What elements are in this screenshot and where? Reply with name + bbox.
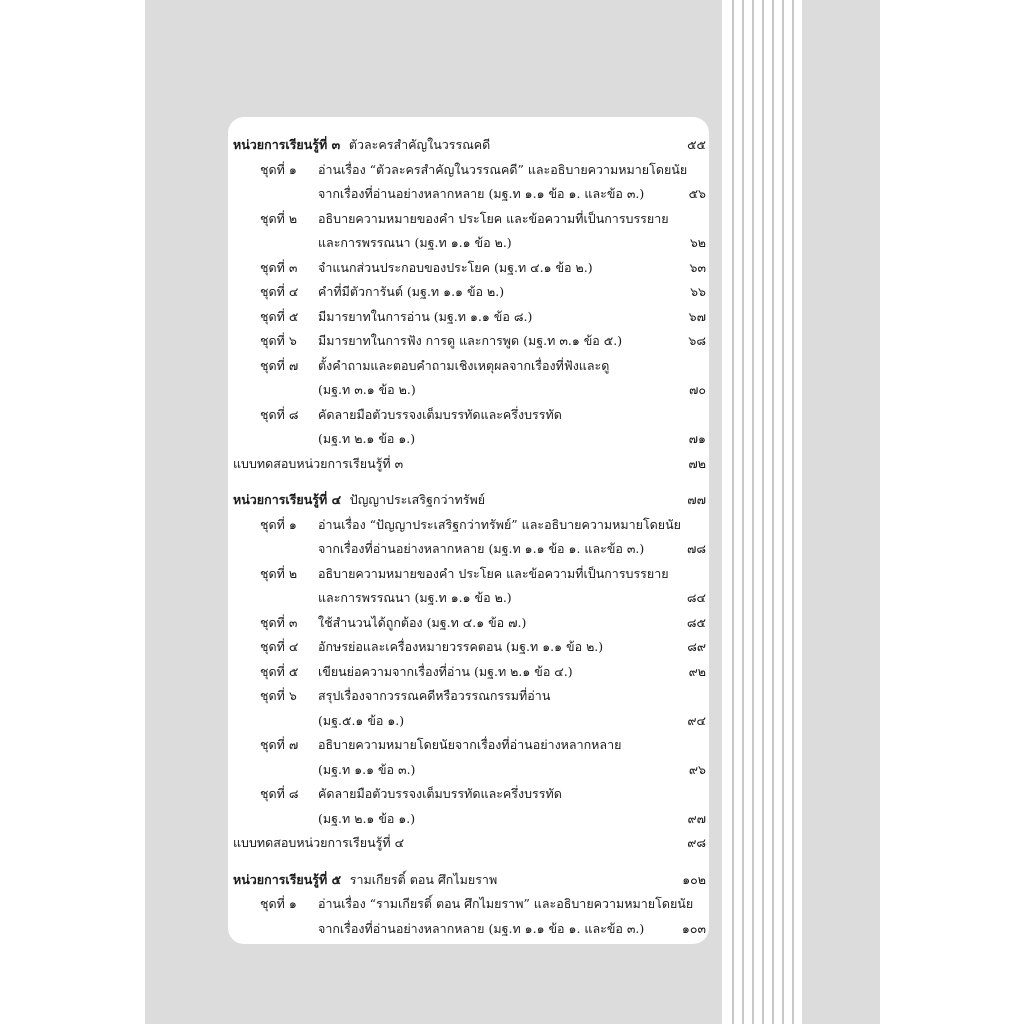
entry-text: (มฐ.๕.๑ ข้อ ๑.) — [318, 712, 405, 728]
entry-text: จากเรื่องที่อ่านอย่างหลากหลาย (มฐ.ท ๑.๑ ข้อ ๑. และข้อ ๓.) — [318, 186, 645, 201]
toc-entry-line — [260, 405, 562, 425]
toc-entry-line — [260, 282, 504, 302]
toc-entry-line — [318, 539, 644, 559]
entry-text: (มฐ.ท ๒.๑ ข้อ ๑.) — [318, 431, 416, 446]
entry-text: อ่านเรื่อง “ปัญญาประเสริฐกว่าทรัพย์” และอธิบายความหมายโดยนัย — [318, 516, 681, 532]
entry-page-number: ๗๑ — [688, 431, 706, 446]
entry-page-number: ๑๐๓ — [681, 920, 706, 936]
toc-entry-line — [260, 515, 681, 535]
toc-entry-line — [260, 307, 532, 327]
toc-entry-line — [318, 429, 415, 449]
unit-test-entry: แบบทดสอบหน่วยการเรียนรู้ที่ ๔ — [233, 835, 405, 850]
toc-entry-line — [318, 711, 404, 731]
unit-test-page-number: ๙๘ — [687, 835, 706, 850]
toc-entry-line — [260, 784, 562, 804]
entry-text: อ่านเรื่อง “รามเกียรติ์ ตอน ศึกไมยราพ” และอธิบายความหมายโดยนัย — [318, 896, 694, 911]
entry-text: จากเรื่องที่อ่านอย่างหลากหลาย (มฐ.ท ๑.๑ ข้อ ๑. และข้อ ๓.) — [318, 541, 645, 556]
unit-number: หน่วยการเรียนรู้ที่ ๕ — [233, 871, 342, 887]
toc-entry-line — [318, 760, 415, 780]
set-number: ชุดที่ ๘ — [260, 406, 299, 422]
set-number: ชุดที่ ๔ — [260, 284, 299, 299]
entry-page-number: ๖๒ — [689, 235, 706, 250]
toc-entry-line — [260, 258, 593, 278]
toc-entry-line — [260, 637, 603, 657]
set-number: ชุดที่ ๕ — [260, 663, 299, 679]
entry-text: (มฐ.ท ๓.๑ ข้อ ๒.) — [318, 382, 416, 397]
set-number: ชุดที่ ๖ — [260, 688, 297, 703]
toc-entry-line — [260, 735, 621, 755]
entry-page-number: ๖๓ — [689, 259, 706, 275]
toc-entry-line — [318, 233, 512, 253]
toc-entry-line — [318, 809, 415, 829]
set-number: ชุดที่ ๗ — [260, 357, 299, 373]
toc-entry-line — [260, 894, 693, 914]
unit-test-entry: แบบทดสอบหน่วยการเรียนรู้ที่ ๓ — [233, 455, 404, 471]
entry-page-number: ๘๔ — [686, 590, 706, 605]
unit-title: ตัวละครสำคัญในวรรณคดี — [348, 137, 491, 152]
entry-text: อธิบายความหมายของคำ ประโยค และข้อความที่เป็นการบรรยาย — [318, 210, 669, 226]
unit-title: รามเกียรติ์ ตอน ศึกไมยราพ — [349, 871, 498, 887]
toc-entry-line — [260, 662, 573, 682]
set-number: ชุดที่ ๑ — [260, 161, 297, 177]
entry-text: และการพรรณนา (มฐ.ท ๑.๑ ข้อ ๒.) — [318, 590, 512, 605]
set-number: ชุดที่ ๒ — [260, 210, 298, 226]
toc-entry-line — [260, 331, 622, 351]
toc-entry-line — [318, 380, 416, 400]
entry-text: อ่านเรื่อง “ตัวละครสำคัญในวรรณคดี” และอธิบายความหมายโดยนัย — [318, 161, 688, 177]
set-number: ชุดที่ ๓ — [260, 259, 298, 275]
set-number: ชุดที่ ๘ — [260, 786, 299, 801]
entry-page-number: ๖๗ — [688, 308, 706, 324]
set-number: ชุดที่ ๑ — [260, 516, 297, 532]
entry-page-number: ๙๗ — [687, 810, 706, 826]
set-number: ชุดที่ ๒ — [260, 565, 298, 581]
entry-page-number: ๗๘ — [686, 541, 706, 556]
entry-text: จำแนกส่วนประกอบของประโยค (มฐ.ท ๔.๑ ข้อ ๒.) — [318, 259, 593, 275]
entry-text: มีมารยาทในการอ่าน (มฐ.ท ๑.๑ ข้อ ๘.) — [318, 308, 533, 324]
unit-page-number: ๗๗ — [687, 492, 706, 507]
entry-text: (มฐ.ท ๒.๑ ข้อ ๑.) — [318, 810, 416, 826]
entry-text: (มฐ.ท ๑.๑ ข้อ ๓.) — [318, 761, 416, 777]
entry-text: คัดลายมือตัวบรรจงเต็มบรรทัดและครึ่งบรรทัด — [318, 786, 562, 801]
entry-page-number: ๕๖ — [688, 186, 706, 201]
toc-entry-line — [260, 686, 550, 706]
set-number: ชุดที่ ๕ — [260, 308, 299, 324]
toc-entry-line — [260, 209, 669, 229]
toc-entry-line — [318, 588, 512, 608]
entry-text: ใช้สำนวนได้ถูกต้อง (มฐ.ท ๔.๑ ข้อ ๗.) — [318, 614, 527, 630]
set-number: ชุดที่ ๓ — [260, 614, 298, 630]
unit-heading — [233, 870, 497, 890]
toc-entry-line — [260, 356, 609, 376]
unit-number: หน่วยการเรียนรู้ที่ ๔ — [233, 492, 342, 507]
entry-text: เขียนย่อความจากเรื่องที่อ่าน (มฐ.ท ๒.๑ ข้อ ๔.) — [318, 663, 573, 679]
entry-text: อักษรย่อและเครื่องหมายวรรคตอน (มฐ.ท ๑.๑ ข้อ ๒.) — [318, 639, 604, 654]
unit-page-number: ๑๐๒ — [682, 871, 706, 887]
unit-heading — [233, 135, 490, 155]
set-number: ชุดที่ ๗ — [260, 737, 299, 752]
toc-entry-line — [318, 919, 644, 939]
entry-text: คำที่มีตัวการันต์ (มฐ.ท ๑.๑ ข้อ ๒.) — [318, 284, 505, 299]
entry-page-number: ๘๕ — [686, 614, 706, 630]
entry-text: สรุปเรื่องจากวรรณคดีหรือวรรณกรรมที่อ่าน — [318, 688, 551, 703]
unit-test-page-number: ๗๒ — [688, 455, 706, 471]
entry-text: อธิบายความหมายโดยนัยจากเรื่องที่อ่านอย่างหลากหลาย — [318, 737, 622, 752]
entry-text: ตั้งคำถามและตอบคำถามเชิงเหตุผลจากเรื่องที่ฟังและดู — [318, 357, 610, 373]
entry-page-number: ๖๖ — [690, 284, 706, 299]
toc-entry-line — [260, 160, 687, 180]
entry-page-number: ๙๖ — [688, 761, 706, 777]
entry-text: คัดลายมือตัวบรรจงเต็มบรรทัดและครึ่งบรรทัด — [318, 406, 562, 422]
toc-entry-line — [260, 613, 526, 633]
entry-text: และการพรรณนา (มฐ.ท ๑.๑ ข้อ ๒.) — [318, 235, 512, 250]
entry-page-number: ๘๙ — [687, 639, 706, 654]
unit-heading — [233, 490, 485, 510]
entry-page-number: ๗๐ — [688, 382, 706, 397]
unit-page-number: ๕๕ — [687, 137, 706, 152]
set-number: ชุดที่ ๑ — [260, 896, 297, 911]
toc-entry-line — [260, 564, 669, 584]
entry-text: อธิบายความหมายของคำ ประโยค และข้อความที่เป็นการบรรยาย — [318, 565, 669, 581]
entry-page-number: ๙๒ — [688, 663, 706, 679]
entry-text: มีมารยาทในการฟัง การดู และการพูด (มฐ.ท ๓.๑ ข้อ ๕.) — [318, 333, 623, 348]
entry-page-number: ๖๘ — [688, 333, 706, 348]
entry-text: จากเรื่องที่อ่านอย่างหลากหลาย (มฐ.ท ๑.๑ ข้อ ๑. และข้อ ๓.) — [318, 920, 645, 936]
toc-entry-line — [318, 184, 644, 204]
unit-title: ปัญญาประเสริฐกว่าทรัพย์ — [349, 492, 486, 507]
set-number: ชุดที่ ๖ — [260, 333, 297, 348]
unit-number: หน่วยการเรียนรู้ที่ ๓ — [233, 137, 341, 152]
set-number: ชุดที่ ๔ — [260, 639, 299, 654]
entry-page-number: ๙๔ — [687, 712, 706, 728]
